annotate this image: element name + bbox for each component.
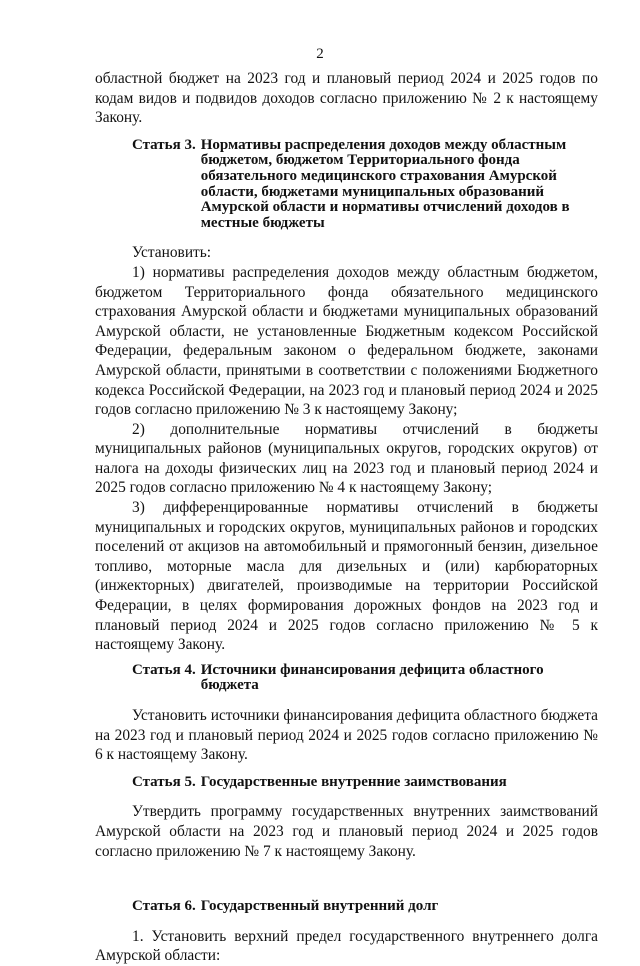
article-6-heading [95, 899, 598, 915]
article-3-paragraph: Установить: [132, 244, 212, 262]
article-3-paragraph: 1) нормативы распределения доходов между областным бюджетом, бюджетом Территориального фонда обязательного медицинского страхования Амурской области и бюджетами муниципальных образований Амурской области, не установленные Бюджетным кодексом Российской Федерации, федеральным законом о федеральном бюджете, законами Амурской области, принятыми в соответствии с положениями Бюджетного кодекса Российской Федерации, на 2023 год и плановый период 2024 и 2025 годов согласно приложению № 3 к настоящему Закону; [95, 263, 598, 419]
intro-paragraph: областной бюджет на 2023 год и плановый период 2024 и 2025 годов по кодам видов и подвидов доходов согласно приложению № 2 к настоящему Закону. [95, 70, 598, 127]
article-4-heading [95, 663, 598, 694]
article-6-paragraph: 1. Установить верхний предел государственного внутреннего долга Амурской области: [95, 927, 598, 965]
article-3-title: Нормативы распределения доходов между областным бюджетом, бюджетом Территориального фонда обязательного медицинского страхования Амурской области, бюджетами муниципальных образований Амурской области и нормативы отчислений доходов в местные бюджеты [200, 136, 570, 231]
article-3-paragraph: 3) дифференцированные нормативы отчислений в бюджеты муниципальных и городских округов, муниципальных районов и городских поселений от акцизов на автомобильный и прямогонный бензин, дизельное топливо, моторные масла для дизельных и (или) карбюраторных (инжекторных) двигателей, производимые на территории Российской Федерации, в целях формирования дорожных фондов на 2023 год и плановый период 2024 и 2025 годов согласно приложению № 5 к настоящему Закону. [95, 499, 598, 654]
article-4-title: Источники финансирования дефицита областного бюджета [200, 661, 544, 694]
document-body [95, 69, 598, 966]
article-3-number: Статья 3. [132, 136, 196, 153]
article-3-heading [95, 138, 598, 232]
article-5-paragraph: Утвердить программу государственных внутренних заимствований Амурской области на 2023 год и плановый период 2024 и 2025 годов согласно приложению № 7 к настоящему Закону. [95, 803, 598, 860]
article-6-number: Статья 6. [132, 898, 196, 915]
article-4-paragraph: Установить источники финансирования дефицита областного бюджета на 2023 год и плановый период 2024 и 2025 годов согласно приложению № 6 к настоящему Закону. [95, 707, 598, 764]
article-3-paragraph: 2) дополнительные нормативы отчислений в бюджеты муниципальных районов (муниципальных округов, городских округов) от налога на доходы физических лиц на 2023 год и плановый период 2024 и 2025 годов согласно приложению № 4 к настоящему Закону; [95, 420, 598, 497]
article-5-heading [95, 775, 598, 791]
article-5-title: Государственные внутренние заимствования [200, 773, 507, 790]
article-5-number: Статья 5. [132, 773, 196, 790]
page-number: 2 [316, 46, 324, 62]
article-6-title: Государственный внутренний долг [200, 898, 439, 915]
article-4-number: Статья 4. [132, 661, 196, 678]
